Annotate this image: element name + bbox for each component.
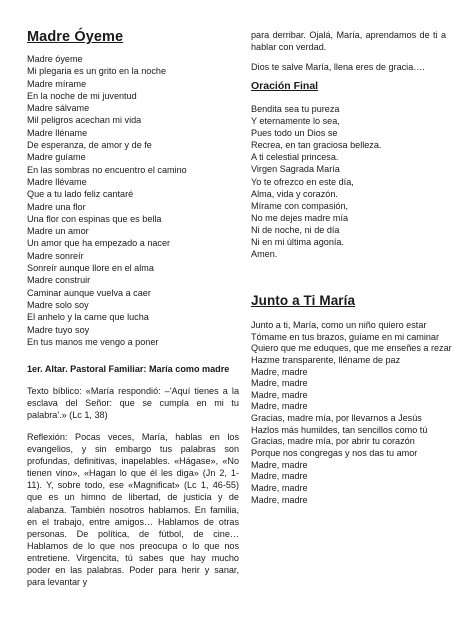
song-line: Madre, madre <box>251 482 308 493</box>
poem-line: Mil peligros acechan mi vida <box>27 115 142 126</box>
poem-line: El anhelo y la carne que lucha <box>27 312 149 323</box>
song-title: Junto a Ti María <box>251 293 356 308</box>
poem-line: Madre llévame <box>27 176 87 187</box>
prayer-line: Y eternamente lo sea, <box>251 116 340 127</box>
prayer-line: Virgen Sagrada María <box>251 164 340 175</box>
prayer-line: Alma, vida y corazón. <box>251 188 338 199</box>
poem-line: Madre un amor <box>27 226 89 237</box>
song-lines <box>251 320 452 506</box>
prayer-line: Recrea, en tan graciosa belleza. <box>251 140 382 151</box>
poem-line: En las sombras no encuentro el camino <box>27 164 187 175</box>
poem-line: Madre construir <box>27 275 91 286</box>
prayer-line: No me dejes madre mía <box>251 212 349 223</box>
poem-line: Madre guíame <box>27 152 86 163</box>
poem-line: Mi plegaria es un grito en la noche <box>27 66 167 77</box>
poem-lines <box>27 53 187 348</box>
song-line: Hazlos más humildes, tan sencillos como tú <box>251 424 428 435</box>
prayer-line: Ni de noche, ni de día <box>251 224 340 235</box>
biblical-text: Texto bíblico: «María respondió: –'Aquí tienes a la esclava del Señor: que se cumpla en mi tu palabra'.» (Lc 1, 38) <box>27 386 239 421</box>
poem-line: Una flor con espinas que es bella <box>27 213 162 224</box>
poem-line: Madre sálvame <box>27 103 90 114</box>
prayer-line: A ti celestial princesa. <box>251 152 339 163</box>
poem-line: En tus manos me vengo a poner <box>27 336 159 347</box>
song-line: Porque nos congregas y nos das tu amor <box>251 448 418 459</box>
reflection-text: Reflexión: Pocas veces, María, hablas en los evangelios, y sin embargo tus palabras son profundas, definitivas, inapelables. «Hágase», «No tienen vino», «Hagan lo que él les diga» (Jn 2, 1-11). Y, sobre todo, ese «Magnificat» (Lc 1, 46-55) que es un himno de libertad, de justicia y de alabanza. También nosotros hablamos. En familia, en el trabajo, entre amigos… Hablamos de otras personas. De política, de fútbol, de cine… Hablamos de lo que nos preocupa o lo que nos entretiene. Virgencita, tú sabes que hay mucho poder en las palabras. Poder para herir y sanar, para levantar y <box>27 432 239 588</box>
prayer-line: Mírame con compasión, <box>251 200 349 211</box>
song-line: Madre, madre <box>251 378 308 389</box>
poem-line: Madre lléname <box>27 127 88 138</box>
prayer-line: Bendita sea tu pureza <box>251 104 340 114</box>
song-line: Gracias, madre mía, por abrir tu corazón <box>251 436 415 447</box>
song-line: Madre, madre <box>251 471 308 482</box>
song-line: Tómame en tus brazos, guíame en mi caminar <box>251 331 440 342</box>
song-line: Madre, madre <box>251 459 308 470</box>
poem-line: Madre mírame <box>27 78 87 89</box>
poem-line: Caminar aunque vuelva a caer <box>27 287 151 298</box>
prayer-line: Yo te ofrezco en este día, <box>251 176 354 187</box>
prayer-line: Ni en mi última agonía. <box>251 237 345 248</box>
prayer-line: Pues todo un Dios se <box>251 128 338 139</box>
song-line: Madre, madre <box>251 494 308 505</box>
closing-line: Dios te salve María, llena eres de gracia…. <box>251 62 425 72</box>
song-line: Hazme transparente, lléname de paz <box>251 354 401 365</box>
song-line: Gracias, madre mía, por llevarnos a Jesús <box>251 413 422 424</box>
prayer-line: Amen. <box>251 249 278 260</box>
poem-line: Madre óyeme <box>27 54 83 64</box>
song-line: Quiero que me eduques, que me enseñes a rezar <box>251 343 452 354</box>
poem-line: En la noche de mi juventud <box>27 90 137 101</box>
poem-line: Madre una flor <box>27 201 86 212</box>
altar-heading: 1er. Altar. Pastoral Familiar: María como madre <box>27 364 230 374</box>
prayer-lines <box>251 103 381 260</box>
song-line: Madre, madre <box>251 401 308 412</box>
poem-line: Un amor que ha empezado a nacer <box>27 238 171 249</box>
song-line: Madre, madre <box>251 389 308 400</box>
poem-line: Que a tu lado feliz cantaré <box>27 189 134 200</box>
poem-line: Madre sonreír <box>27 250 84 261</box>
prayer-title: Oración Final <box>251 80 319 92</box>
poem-line: De esperanza, de amor y de fe <box>27 140 152 151</box>
poem-line: Madre solo soy <box>27 299 89 310</box>
song-line: Madre, madre <box>251 366 308 377</box>
poem-line: Madre tuyo soy <box>27 324 90 335</box>
reflection-continuation: para derribar. Ojalá, María, aprendamos de ti a hablar con verdad. <box>251 30 446 53</box>
poem-title: Madre Óyeme <box>27 29 124 45</box>
song-line: Junto a ti, María, como un niño quiero estar <box>251 320 427 330</box>
poem-line: Sonreír aunque llore en el alma <box>27 263 154 274</box>
